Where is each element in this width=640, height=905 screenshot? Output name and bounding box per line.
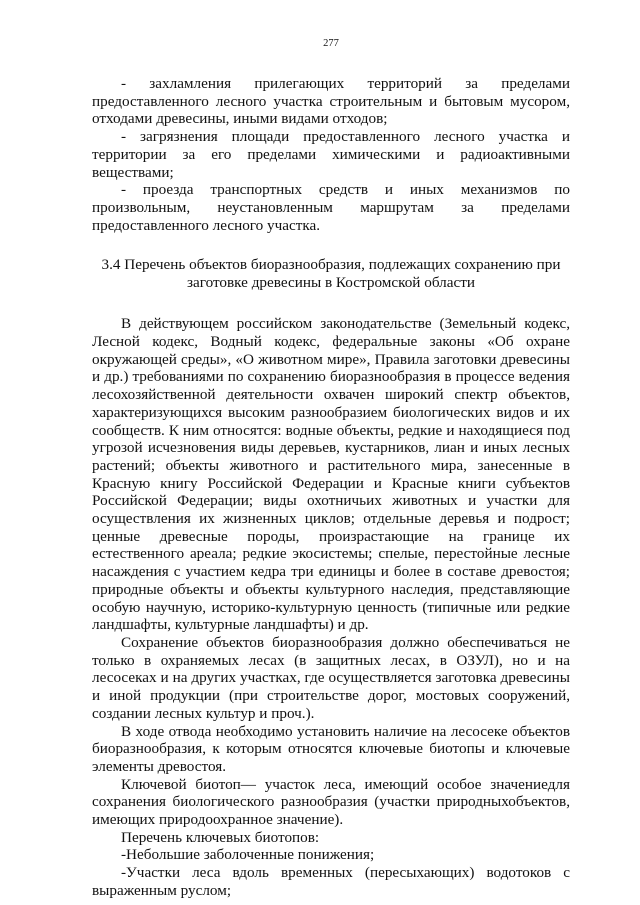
paragraph-allotment: В ходе отвода необходимо установить наличие на лесосеке объектов биоразнообразия, к которым относятся ключевые биотопы и ключевые элементы древостоя. xyxy=(92,722,570,775)
intro-item-pollution: - загрязнения площади предоставленного лесного участка и территории за его пределами химическими и радиоактивными веществами; xyxy=(92,128,570,181)
intro-item-litter: - захламления прилегающих территорий за пределами предоставленного лесного участка строительным и бытовым мусором, отходами древесины, иными видами отходов; xyxy=(92,75,570,128)
intro-item-vehicles: - проезда транспортных средств и иных механизмов по произвольным, неустановленным маршрутам за пределами предоставленного лесного участка. xyxy=(92,181,570,234)
page-number: 277 xyxy=(323,38,339,49)
paragraph-preservation: Сохранение объектов биоразнообразия должно обеспечиваться не только в охраняемых лесах (в защитных лесах, в ОЗУЛ), но и на лесосеках и на других участках, где осуществляется заготовка древесины и иной продукции (при строительстве дорог, мостовых сооружений, создании лесных культур и проч.). xyxy=(92,633,570,722)
paragraph-key-biotope-definition: Ключевой биотоп— участок леса, имеющий особое значениедля сохранения биологического разнообразия (участки природныхобъектов, имеющих природоохранное значение). xyxy=(92,775,570,829)
list-title-key-biotopes: Перечень ключевых биотопов: xyxy=(121,828,320,846)
paragraph-legislation: В действующем российском законодательстве (Земельный кодекс, Лесной кодекс, Водный кодекс, федеральные законы «Об охране окружающей среды», «О животном мире», Правила заготовки древесины и др.) требованиями по сохранению биоразнообразия в процессе ведения лесохозяйственной деятельности охвачен широкий спектр объектов, характеризующихся высоким разнообразием биологических видов и их сообществ. К ним относятся: водные объекты, редкие и находящиеся под угрозой исчезновения виды деревьев, кустарников, лиан и иных лесных растений; объекты животного и растительного мира, занесенные в Красную книгу Российской Федерации и Красные книги субъектов Российской Федерации; виды охотничьих животных и участки для осуществления их жизненных циклов; отдельные деревья и подрост; ценные древесные породы, произрастающие на границе их естественного ареала; редкие экосистемы; спелые, перестойные лесные насаждения с участием кедра три единицы и более в составе древостоя; природные объекты и объекты культурного наследия, представляющие особую научную, историко-культурную ценность (типичные или редкие ландшафты, культурные ландшафты) и др. xyxy=(92,315,570,634)
section-heading: 3.4 Перечень объектов биоразнообразия, подлежащих сохранению при заготовке древесины в Костромской области xyxy=(101,256,561,292)
list-item-wetland-depressions: -Небольшие заболоченные понижения; xyxy=(121,846,375,864)
list-item-temporary-watercourses: -Участки леса вдоль временных (пересыхающих) водотоков с выраженным руслом; xyxy=(92,864,570,899)
